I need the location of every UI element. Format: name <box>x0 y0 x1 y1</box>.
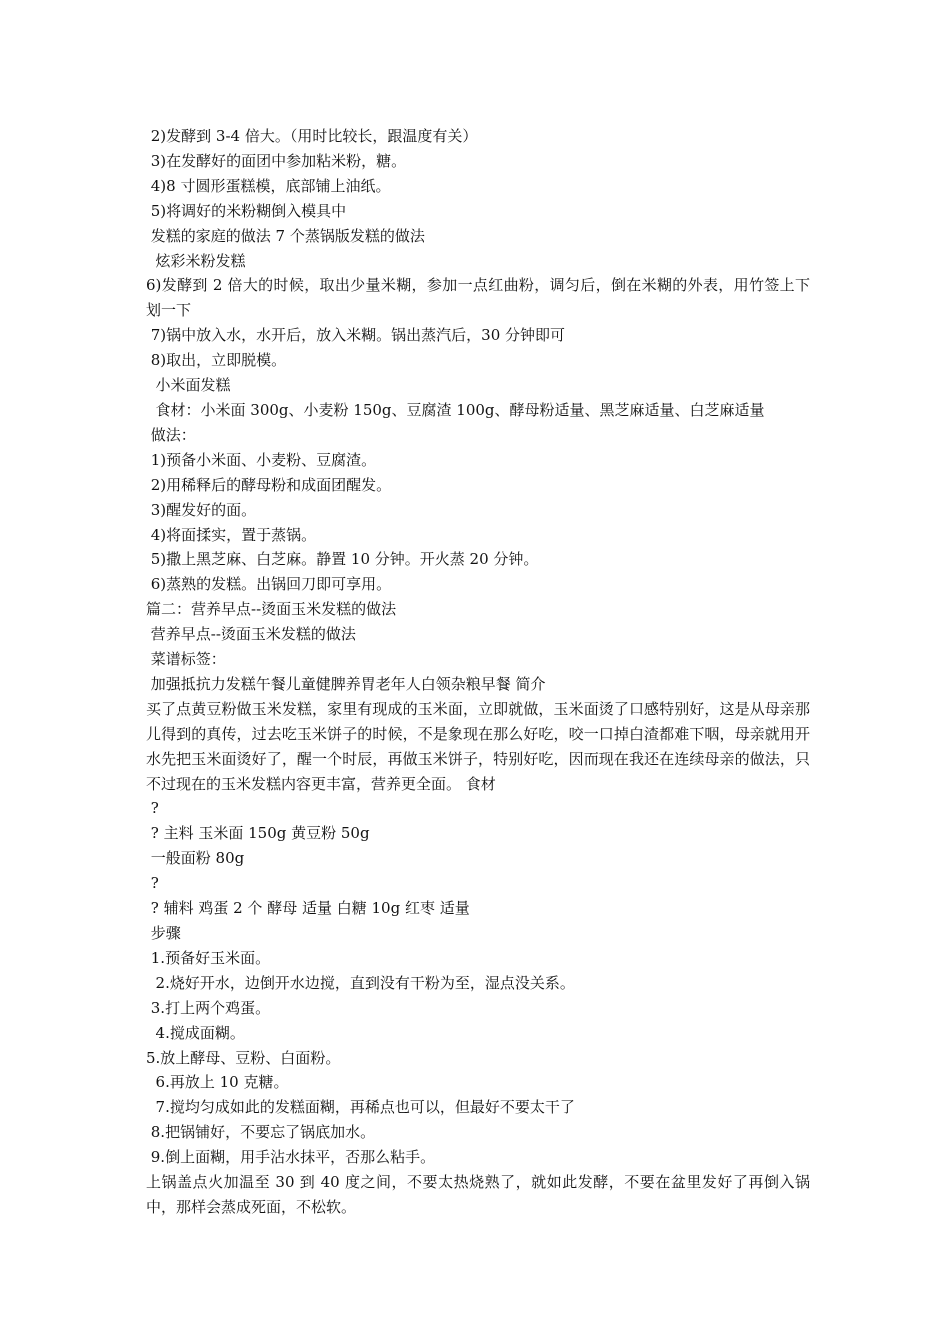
text-line: 2)发酵到 3-4 倍大。（用时比较长，跟温度有关） <box>146 127 478 145</box>
step-line: 4.搅成面糊。 <box>146 1023 245 1042</box>
text-line: 4)8 寸圆形蛋糕模，底部铺上油纸。 <box>146 176 391 195</box>
text-line: 1)预备小米面、小麦粉、豆腐渣。 <box>146 450 377 469</box>
text-line: 6)蒸熟的发糕。出锅回刀即可享用。 <box>146 575 392 594</box>
text-line: 8)取出，立即脱模。 <box>146 351 287 370</box>
step-line: 2.烧好开水，边倒开水边搅，直到没有干粉为至，湿点没关系。 <box>146 973 575 992</box>
text-line: 3)在发酵好的面团中参加粘米粉，糖。 <box>146 151 407 170</box>
text-line: 一般面粉 80g <box>146 849 245 868</box>
text-line: 2)用稀释后的酵母粉和成面团醒发。 <box>146 475 392 494</box>
text-line: 3)醒发好的面。 <box>146 500 257 519</box>
document-page <box>146 124 810 1220</box>
method-heading: 做法： <box>146 425 196 444</box>
step-line: 6.再放上 10 克糖。 <box>146 1073 289 1092</box>
text-line: ? <box>146 799 159 818</box>
step-line: 1.预备好玉米面。 <box>146 948 271 967</box>
step-line: 9.倒上面糊，用手沾水抹平，否那么粘手。 <box>146 1148 436 1167</box>
text-line: 7)锅中放入水，水开后，放入米糊。锅出蒸汽后，30 分钟即可 <box>146 326 566 345</box>
steps-heading: 步骤 <box>146 924 181 942</box>
paragraph: 上锅盖点火加温至 30 到 40 度之间，不要太热烧熟了，就如此发酵，不要在盆里发好了再倒入锅中，那样会蒸成死面，不松软。 <box>146 1173 810 1216</box>
tags-line: 加强抵抗力发糕午餐儿童健脾养胃老年人白领杂粮早餐 简介 <box>146 674 546 693</box>
recipe-title: 小米面发糕 <box>146 376 231 395</box>
text-line: 5)撒上黑芝麻、白芝麻。静置 10 分钟。开火蒸 20 分钟。 <box>146 550 539 569</box>
paragraph: 6)发酵到 2 倍大的时候，取出少量米糊，参加一点红曲粉，调匀后，倒在米糊的外表，用竹签上下划一下 <box>146 276 810 320</box>
step-line: 3.打上两个鸡蛋。 <box>146 998 271 1017</box>
intro-paragraph: 买了点黄豆粉做玉米发糕，家里有现成的玉米面，立即就做，玉米面烫了口感特别好，这是从母亲那儿得到的真传，过去吃玉米饼子的时候，不是象现在那么好吃，咬一口掉白渣都难下咽，母亲就用开水先把玉米面烫好了，醒一个时辰，再做玉米饼子，特别好吃，因而现在我还在连续母亲的做法，只不过现在的玉米发糕内容更丰富，营养更全面。 食材 <box>146 699 810 793</box>
step-line: 7.搅均匀成如此的发糕面糊，再稀点也可以，但最好不要太干了 <box>146 1098 575 1117</box>
section-heading: 发糕的家庭的做法 7 个蒸锅版发糕的做法 <box>146 226 425 245</box>
main-ingredients-line: ? 主料 玉米面 150g 黄豆粉 50g <box>146 824 370 843</box>
text-line: 4)将面揉实，置于蒸锅。 <box>146 525 317 544</box>
ingredients-line: 食材：小米面 300g、小麦粉 150g、豆腐渣 100g、酵母粉适量、黑芝麻适量、白芝麻适量 <box>146 400 765 419</box>
step-line: 8.把锅铺好，不要忘了锅底加水。 <box>146 1123 376 1142</box>
step-line: 5.放上酵母、豆粉、白面粉。 <box>146 1048 341 1067</box>
text-line: 5)将调好的米粉糊倒入模具中 <box>146 201 347 220</box>
aux-ingredients-line: ? 辅料 鸡蛋 2 个 酵母 适量 白糖 10g 红枣 适量 <box>146 899 470 918</box>
recipe-title: 炫彩米粉发糕 <box>146 251 246 270</box>
text-line: ? <box>146 874 159 893</box>
section-heading: 篇二：营养早点--烫面玉米发糕的做法 <box>146 600 397 619</box>
recipe-title: 营养早点--烫面玉米发糕的做法 <box>146 625 356 644</box>
tags-heading: 菜谱标签： <box>146 650 226 669</box>
